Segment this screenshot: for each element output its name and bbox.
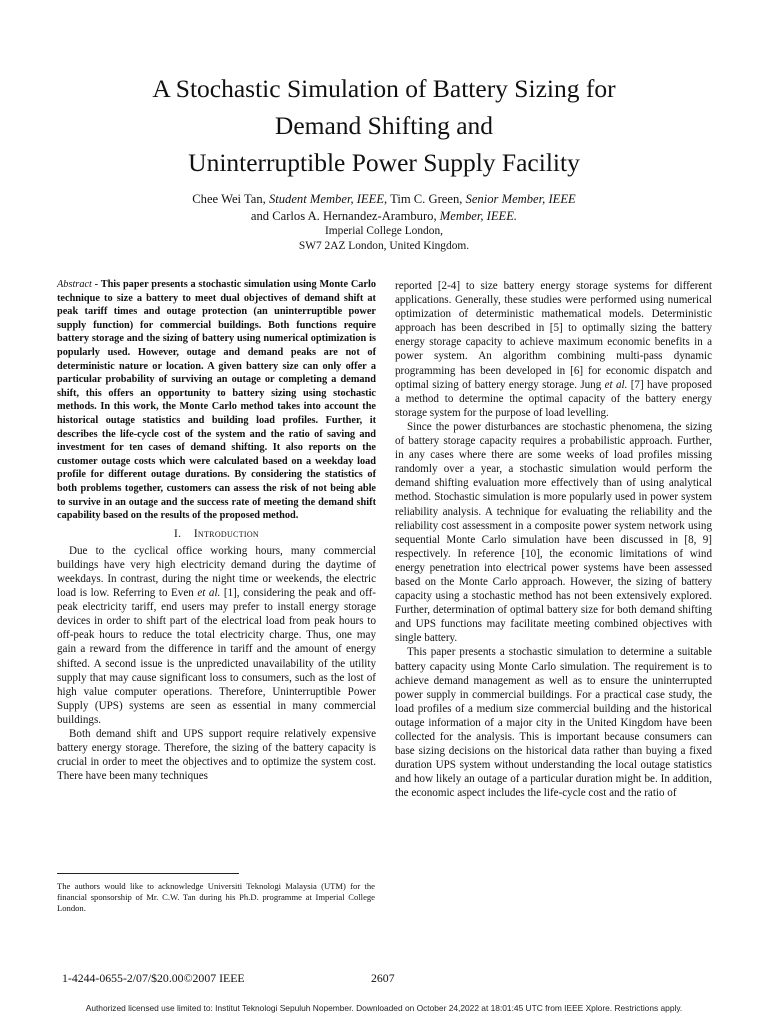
affiliation	[0, 224, 768, 254]
body-paragraph: Both demand shift and UPS support require relatively expensive battery energy storage. Therefore, the sizing of the battery capacity is crucial in order to meet the objectives and to optimize the system cost. There have been many techniques	[57, 728, 376, 783]
affiliation-line-2: SW7 2AZ London, United Kingdom.	[298, 240, 470, 252]
section-title: Introduction	[193, 527, 259, 540]
author-membership: Senior Member, IEEE	[465, 192, 576, 206]
body-paragraph: This paper presents a stochastic simulation to determine a suitable battery capacity using Monte Carlo simulation. The requirement is to achieve demand management as well as to ensure the uninterrupted power supply in commercial buildings. For a practical case study, the load profiles of a medium size commercial building and the historical outage information of a major city in the United Kingdom have been collected for the analysis. This is important because consumers can base sizing decisions on the historical data rather than buying a fixed duration UPS system without understanding the local outage statistics and how likely an outage of a particular duration might be. In addition, the economic aspect includes the life-cycle cost and the ratio of	[395, 646, 712, 800]
paragraph-text: [1], considering the peak and off-peak electricity tariff, end users may prefer to install energy storage devices in order to shift part of the electrical load from peak hours to off-peak hours to reduce the total electricity charge. Thus, one may gain a reward from the difference in tariff and the amount of energy shifted. A second issue is the unpredicted unavailability of the utility supply that may cause significant loss to consumers, such as the lost of high value computer operations. Therefore, Uninterruptible Power Supply (UPS) systems are seen as essential in many commercial buildings.	[57, 587, 376, 726]
paper-title	[0, 70, 768, 181]
affiliation-line-1: Imperial College London,	[325, 225, 443, 237]
left-column	[57, 278, 376, 783]
license-notice: Authorized licensed use limited to: Institut Teknologi Sepuluh Nopember. Downloaded on October 24,2022 at 18:01:45 UTC from IEEE Xplore. Restrictions apply.	[85, 1003, 683, 1013]
section-heading	[57, 527, 376, 541]
author-line-2	[0, 208, 768, 225]
author-block	[0, 191, 768, 225]
author-membership: Member, IEEE.	[439, 209, 518, 223]
body-paragraph	[395, 279, 712, 420]
author-membership: Student Member, IEEE	[268, 192, 385, 206]
paragraph-text: [7] have proposed a method to determine the optimal capacity of the battery energy storage system for the purpose of load levelling.	[395, 378, 712, 419]
title-line-2: Demand Shifting and	[274, 111, 494, 140]
doi-copyright: 1-4244-0655-2/07/$20.00©2007 IEEE	[62, 971, 245, 985]
abstract-text: - This paper presents a stochastic simulation using Monte Carlo technique to size a battery to meet dual objectives of demand shift at peak tariff times and outage protection (an uninterruptible power supply function) for commercial buildings. Both functions require battery storage and the sizing of battery using numerical optimization is popularly used. However, outage and demand peaks are not of deterministic nature or location. A given battery size can only offer a particular probability of surviving an outage or completing a demand shift, this offers an opportunity to battery sizing using stochastic methods. In this work, the Monte Carlo method takes into account the historical outage statistics and building load profiles. Further, it describes the life-cycle cost of the system and the ratio of saving and investment for ten cases of demand shifting. It also reports on the customer outage costs which were calculated based on a weekday load profile for different outage durations. By considering the statistics of both problems together, customers can assess the risk of not being able to survive in an outage and the success rate of meeting the demand shift capability based on the results of the proposed method.	[57, 279, 376, 522]
abstract	[57, 278, 376, 523]
section-numeral: I.	[173, 527, 182, 540]
abstract-label: Abstract	[57, 279, 92, 290]
title-line-1: A Stochastic Simulation of Battery Sizing for	[152, 74, 616, 103]
body-paragraph	[57, 544, 376, 727]
body-paragraph: Since the power disturbances are stochastic phenomena, the sizing of battery storage capacity requires a probabilistic approach. Further, in any cases where there are some weeks of load profiles missing randomly over a year, a stochastic simulation would perform the demand shifting evaluation more effectively than of using analytical method. Stochastic simulation is more popularly used in power system reliability analysis. A technique for evaluating the reliability and the reliability cost assessment in a composite power system network using sequential Monte Carlo simulation have been discussed in [8, 9] respectively. In reference [10], the economic limitations of wind energy penetration into electrical power systems have been assessed based on the Monte Carlo approach. However, the sizing of battery capacity using a stochastic method has not been extensively explored. Further, determination of optimal battery size for both demand shifting and UPS functions may facilitate meeting combined objectives with single battery.	[395, 420, 712, 645]
author-name: and Carlos A. Hernandez-Aramburo,	[250, 209, 440, 223]
paragraph-text: Due to the cyclical office working hours, many commercial buildings have very high electricity demand during the daytime of weekdays. In contrast, during the night time or weekends, the electric load is low. Referring to Even	[57, 544, 376, 600]
right-column	[395, 279, 712, 800]
paragraph-italic: et al.	[197, 587, 221, 600]
paragraph-italic: et al.	[604, 378, 628, 391]
author-name: , Tim C. Green,	[384, 192, 466, 206]
paragraph-text: reported [2-4] to size battery energy storage systems for different applications. Generally, these studies were performed using numerical optimization of deterministic mathematical models. Deterministic approach has been described in [5] to optimally sizing the battery energy storage capacity to achieve maximum economic benefits in a power system. An algorithm combining multi-pass dynamic programming has been developed in [6] for economic dispatch and optimal sizing of battery energy storage. Jung	[395, 280, 712, 391]
page-number: 2607	[371, 971, 395, 985]
author-name: Chee Wei Tan,	[192, 192, 269, 206]
footnote-divider	[57, 873, 239, 874]
author-line-1	[0, 191, 768, 208]
footnote: The authors would like to acknowledge Universiti Teknologi Malaysia (UTM) for the financial sponsorship of Mr. C.W. Tan during his Ph.D. programme at Imperial College London.	[57, 881, 375, 913]
title-line-3: Uninterruptible Power Supply Facility	[188, 148, 580, 177]
